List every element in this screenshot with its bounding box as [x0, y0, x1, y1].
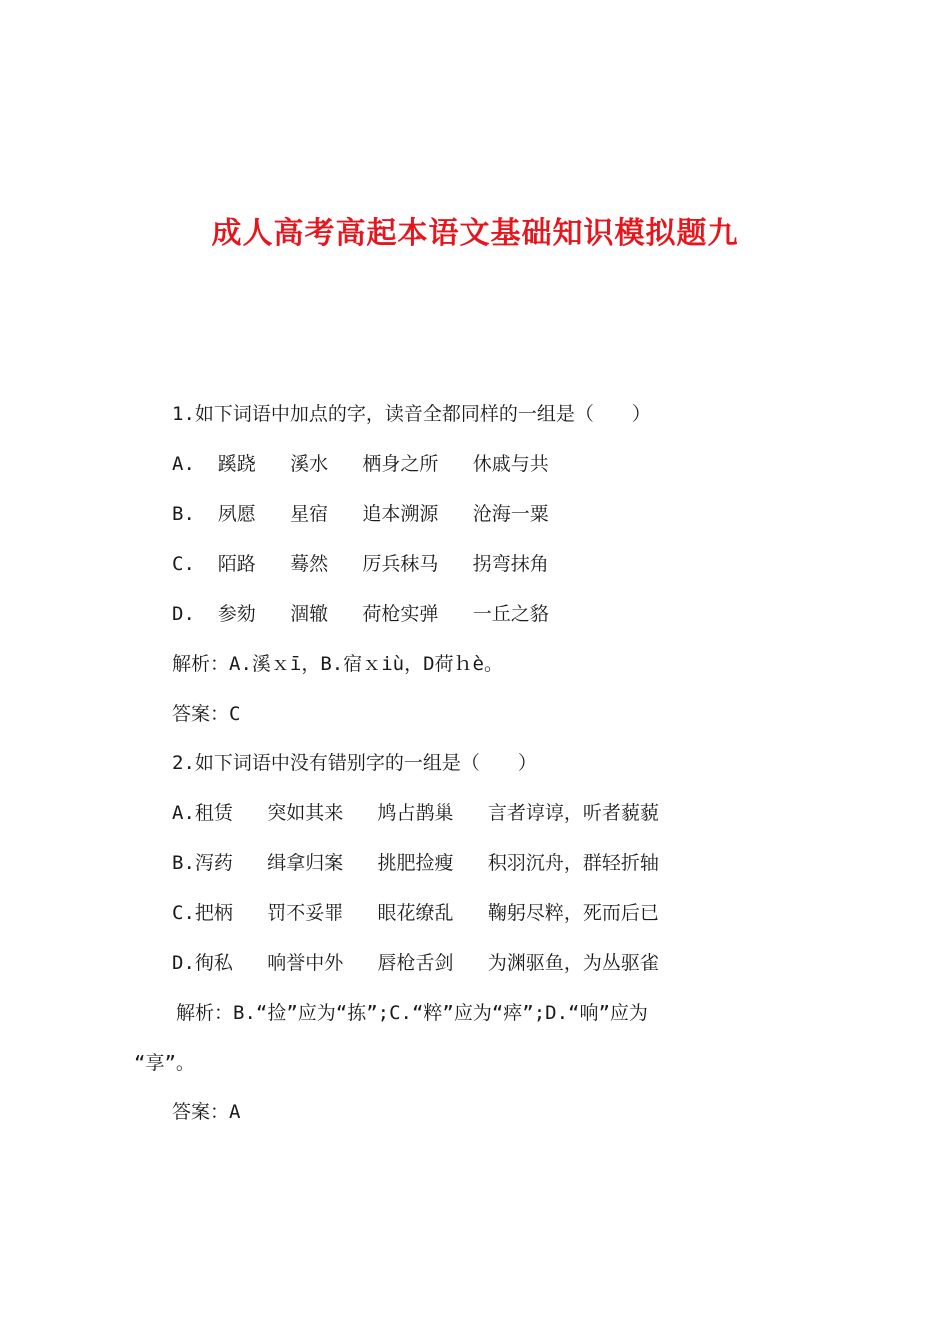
question-2-stem: 2.如下词语中没有错别字的一组是（ ）: [172, 752, 537, 774]
question-1-analysis: 解析：A.溪ｘī，B.宿ｘiù，D荷ｈè。: [172, 653, 503, 675]
question-2-analysis: 解析：B.“捡”应为“拣”;C.“粹”应为“瘁”;D.“响”应为: [176, 1002, 648, 1024]
document-title: 成人高考高起本语文基础知识模拟题九: [211, 216, 739, 251]
question-2-option-a: A.租赁 突如其来 鸠占鹊巢 言者谆谆，听者藐藐: [172, 802, 659, 824]
question-1-answer: 答案：C: [172, 703, 241, 725]
question-1-stem: 1.如下词语中加点的字，读音全都同样的一组是（ ）: [172, 403, 651, 425]
question-2-option-c: C.把柄 罚不妥罪 眼花缭乱 鞠躬尽粹，死而后已: [172, 902, 659, 924]
question-2-option-b: B.泻药 缉拿归案 挑肥捡瘦 积羽沉舟，群轻折轴: [172, 852, 659, 874]
question-1-option-a: A. 蹊跷 溪水 栖身之所 休戚与共: [172, 453, 549, 475]
question-1-option-c: C. 陌路 蓦然 厉兵秣马 拐弯抹角: [172, 553, 549, 575]
question-2-answer: 答案：A: [172, 1101, 241, 1123]
question-1-option-b: B. 夙愿 星宿 追本溯源 沧海一粟: [172, 503, 549, 525]
question-2-analysis-continued: “享”。: [134, 1052, 195, 1074]
question-2-option-d: D.徇私 响誉中外 唇枪舌剑 为渊驱鱼，为丛驱雀: [172, 952, 659, 974]
question-1-option-d: D. 参劾 涸辙 荷枪实弹 一丘之貉: [172, 603, 549, 625]
